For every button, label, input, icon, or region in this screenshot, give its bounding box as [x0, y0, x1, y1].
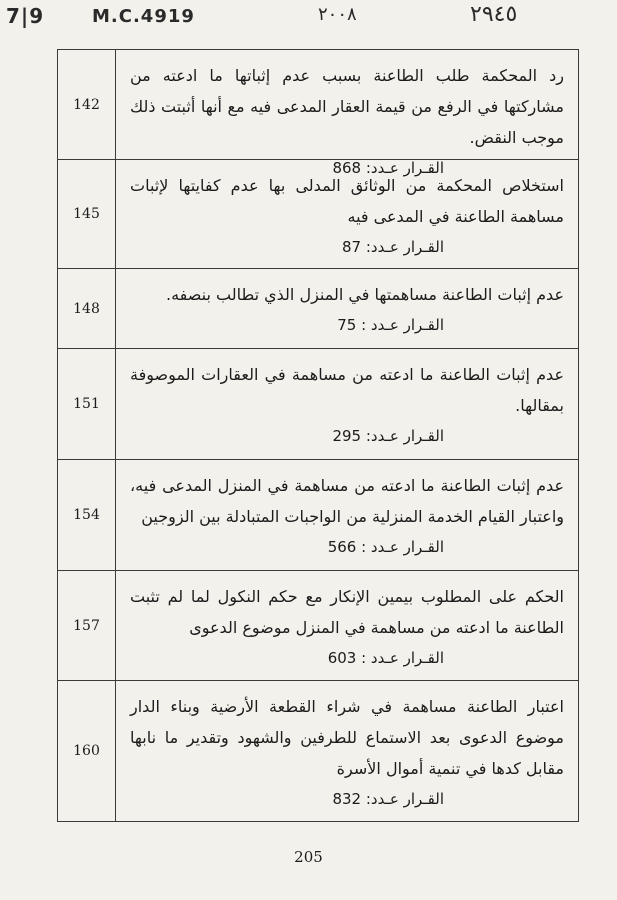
entry-text: اعتبار الطاعنة مساهمة في شراء القطعة الأرضية وبناء الدار موضوع الدعوى بعد الاستماع للطرفين والشهود وتقدير ما نابها مقابل كدها في تنمية أموال الأسرة [130, 697, 564, 778]
page-reference: 148 [58, 269, 116, 348]
table-row [58, 571, 578, 681]
entry-cell [116, 50, 578, 177]
handwritten-year: ٢٠٠٨ [318, 4, 357, 25]
page-reference: 145 [58, 160, 116, 268]
handwritten-page-mark: 7|9 [6, 4, 45, 28]
index-table [57, 49, 579, 822]
decision-number: القـرار عـدد: 87 [342, 238, 444, 256]
handwritten-header [0, 0, 617, 40]
entry-text: عدم إثبات الطاعنة ما ادعته من مساهمة في العقارات الموصوفة بمقالها. [130, 365, 564, 415]
entry-cell [116, 160, 578, 268]
decision-number: القـرار عـدد : 566 [327, 538, 444, 556]
decision-number: القـرار عـدد : 75 [337, 316, 444, 334]
entry-cell [116, 460, 578, 570]
decision-number: القـرار عـدد: 832 [332, 790, 444, 808]
decision-number: القـرار عـدد : 603 [327, 649, 444, 667]
page-reference: 151 [58, 349, 116, 459]
table-row [58, 50, 578, 177]
table-row [58, 160, 578, 269]
entry-text: رد المحكمة طلب الطاعنة بسبب عدم إثباتها ما ادعته من مشاركتها في الرفع من قيمة العقار المدعى فيه مع أنها أثبتت ذلك موجب النقض. [130, 66, 564, 147]
entry-cell [116, 571, 578, 680]
decision-number: القـرار عـدد: 295 [332, 427, 444, 445]
page-reference: 157 [58, 571, 116, 680]
page-reference: 154 [58, 460, 116, 570]
entry-cell [116, 349, 578, 459]
entry-text: عدم إثبات الطاعنة مساهمتها في المنزل الذي تطالب بنصفه. [166, 285, 564, 304]
entry-text: الحكم على المطلوب بيمين الإنكار مع حكم النكول لما لم تثبت الطاعنة ما ادعته من مساهمة في المنزل موضوع الدعوى [130, 587, 564, 637]
handwritten-code: M.C.4919 [92, 6, 195, 27]
page-reference: 142 [58, 50, 116, 159]
page-reference: 160 [58, 681, 116, 821]
table-row [58, 269, 578, 349]
page-number: 205 [294, 848, 323, 866]
entry-text: استخلاص المحكمة من الوثائق المدلى بها عدم كفايتها لإثبات مساهمة الطاعنة في المدعى فيه [130, 176, 564, 226]
table-row [58, 349, 578, 460]
table-row [58, 681, 578, 822]
decision-number: القـرار عـدد: 868 [332, 159, 444, 177]
entry-cell [116, 681, 578, 821]
table-row [58, 460, 578, 571]
entry-cell [116, 269, 578, 348]
entry-text: عدم إثبات الطاعنة ما ادعته من مساهمة في المنزل المدعى فيه، واعتبار القيام الخدمة المنزلية من الواجبات المتبادلة بين الزوجين [130, 476, 564, 526]
handwritten-number: ٢٩٤٥ [470, 2, 518, 27]
